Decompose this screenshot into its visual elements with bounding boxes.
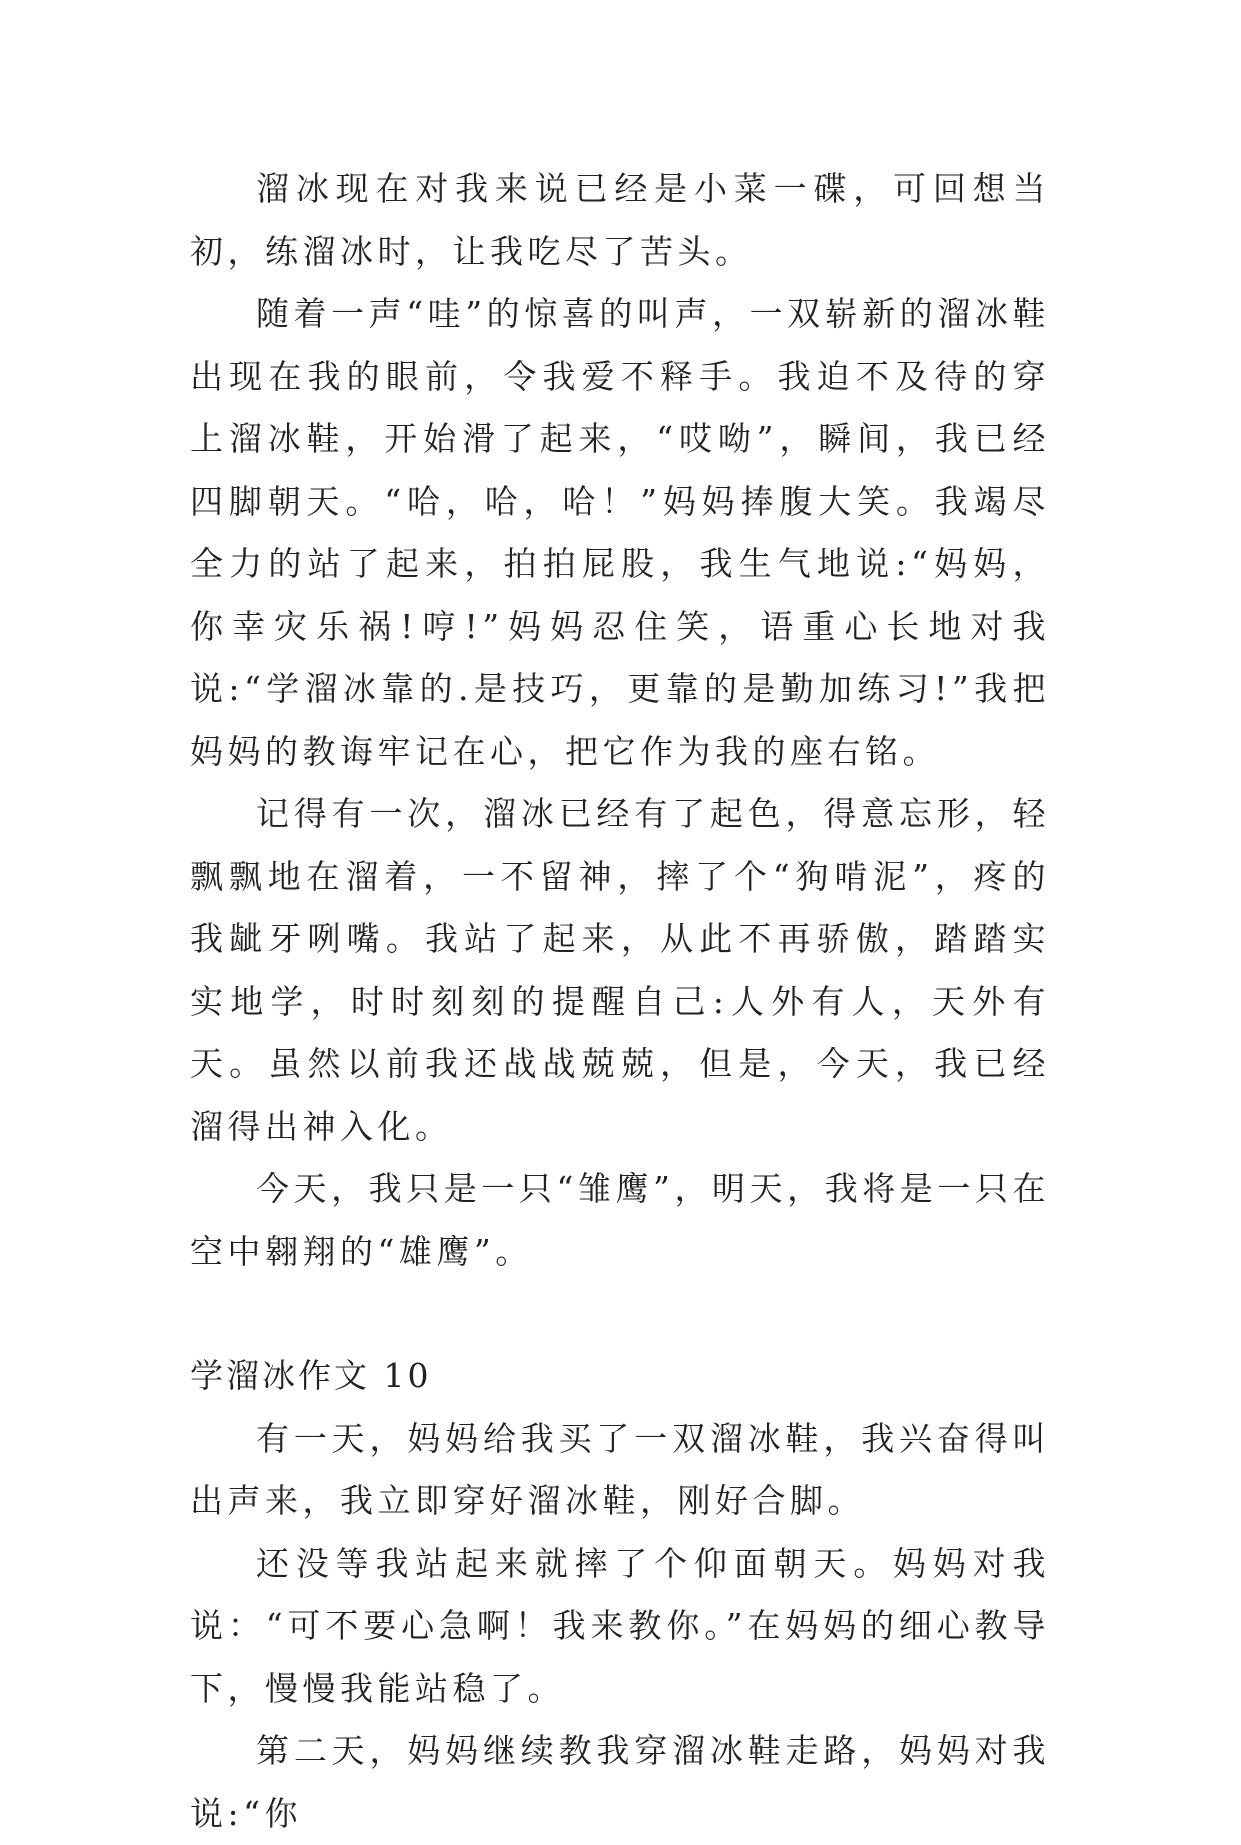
document-body <box>190 158 1050 1845</box>
paragraph-first-try: 随着一声“哇”的惊喜的叫声，一双崭新的溜冰鞋出现在我的眼前，令我爱不释手。我迫不及待的穿上溜冰鞋，开始滑了起来，“哎呦”，瞬间，我已经四脚朝天。“哈，哈，哈！”妈妈捧腹大笑。我竭尽全力的站了起来，拍拍屁股，我生气地说:“妈妈，你幸灾乐祸!哼!”妈妈忍住笑，语重心长地对我说:“学溜冰靠的.是技巧，更靠的是勤加练习!”我把妈妈的教诲牢记在心，把它作为我的座右铭。 <box>190 294 1050 771</box>
paragraph-conclusion: 今天，我只是一只“雏鹰”，明天，我将是一只在空中翱翔的“雄鹰”。 <box>190 1169 1050 1271</box>
paragraph-intro: 溜冰现在对我来说已经是小菜一碟，可回想当初，练溜冰时，让我吃尽了苦头。 <box>190 169 1050 271</box>
paragraph-fall: 记得有一次，溜冰已经有了起色，得意忘形，轻飘飘地在溜着，一不留神，摔了个“狗啃泥”，疼的我龇牙咧嘴。我站了起来，从此不再骄傲，踏踏实实地学，时时刻刻的提醒自己:人外有人，天外有天。虽然以前我还战战兢兢，但是，今天，我已经溜得出神入化。 <box>190 794 1050 1146</box>
paragraph-new-skates: 有一天，妈妈给我买了一双溜冰鞋，我兴奋得叫出声来，我立即穿好溜冰鞋，刚好合脚。 <box>190 1418 1050 1520</box>
paragraph-second-day: 第二天，妈妈继续教我穿溜冰鞋走路，妈妈对我说:“你 <box>190 1731 1050 1833</box>
section-title: 学溜冰作文 10 <box>190 1356 432 1395</box>
paragraph-mom-teaching: 还没等我站起来就摔了个仰面朝天。妈妈对我说：“可不要心急啊！我来教你。”在妈妈的细心教导下，慢慢我能站稳了。 <box>190 1543 1050 1708</box>
